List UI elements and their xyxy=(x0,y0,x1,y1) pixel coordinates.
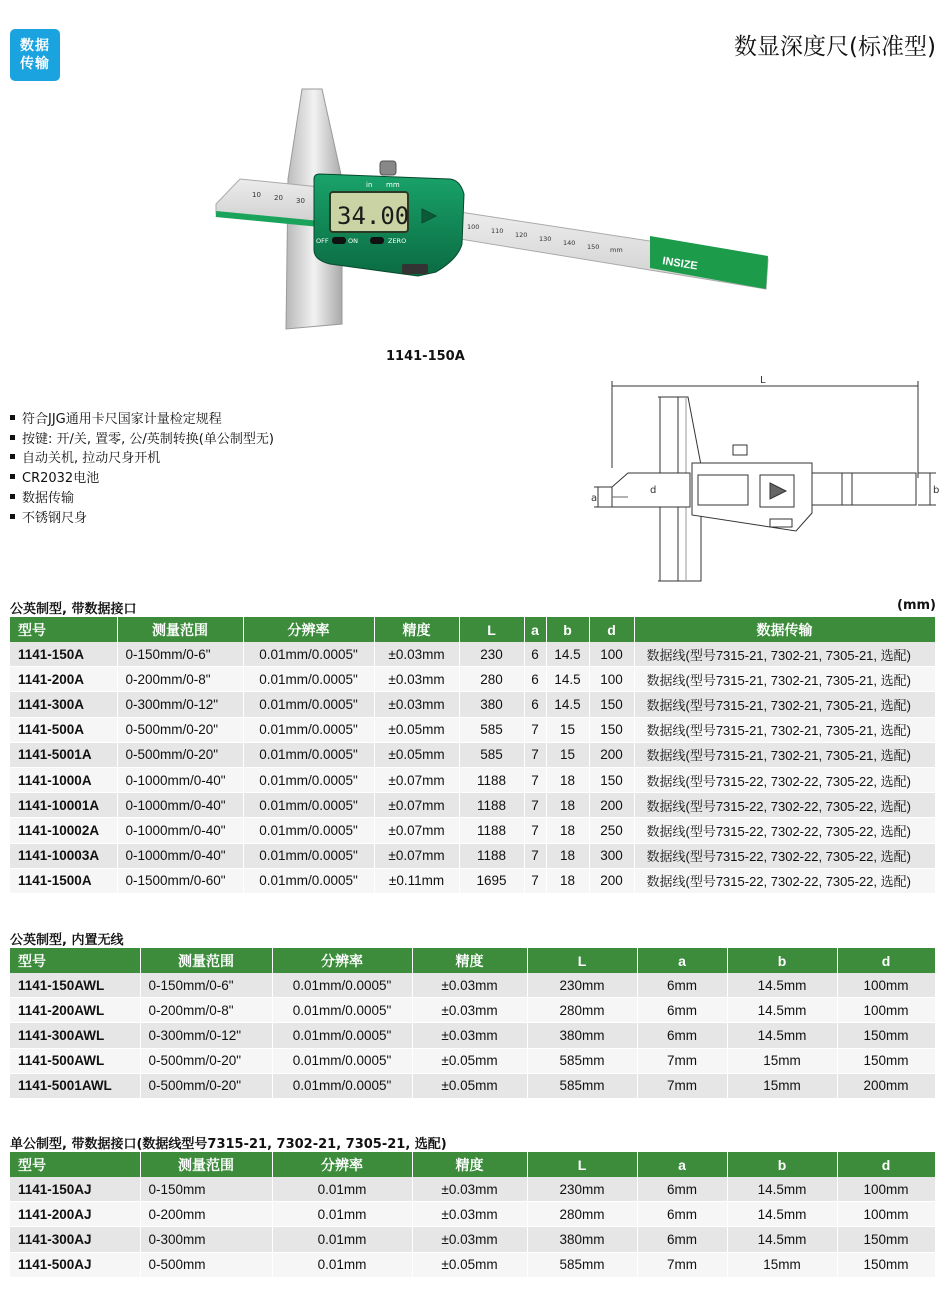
table-cell: 585mm xyxy=(527,1048,637,1073)
model-cell: 1141-300AWL xyxy=(10,1023,140,1048)
table-cell: 0-500mm/0-20" xyxy=(140,1048,272,1073)
table-row xyxy=(10,692,935,717)
table-cell: 200 xyxy=(589,868,634,893)
column-header: 型号 xyxy=(10,617,117,642)
table-cell: 0-150mm/0-6" xyxy=(117,642,243,667)
table1-title: 公英制型, 带数据接口 xyxy=(10,602,137,617)
table-cell: 14.5mm xyxy=(727,1202,837,1227)
table-cell: 0-500mm/0-20" xyxy=(140,1073,272,1098)
feature-item xyxy=(10,469,274,489)
table-cell: 0-200mm/0-8" xyxy=(140,998,272,1023)
feature-item xyxy=(10,410,274,430)
table-row xyxy=(10,1073,935,1098)
column-header: 型号 xyxy=(10,948,140,973)
spec-table-3 xyxy=(10,1152,936,1278)
table-cell: 数据线(型号7315-21, 7302-21, 7305-21, 选配) xyxy=(634,742,935,767)
table-cell: 0-500mm/0-20" xyxy=(117,742,243,767)
table-cell: 230 xyxy=(459,642,524,667)
column-header: d xyxy=(837,948,935,973)
table3-title: 单公制型, 带数据接口(数据线型号7315-21, 7302-21, 7305-21, 选配) xyxy=(10,1137,447,1152)
table-cell: 0.01mm/0.0005" xyxy=(243,642,374,667)
table-cell: 15 xyxy=(546,717,589,742)
column-header: 精度 xyxy=(374,617,459,642)
table-cell: 数据线(型号7315-21, 7302-21, 7305-21, 选配) xyxy=(634,692,935,717)
table-cell: 0-300mm/0-12" xyxy=(140,1023,272,1048)
scale-right-4: 130 xyxy=(539,235,552,243)
table-cell: 280mm xyxy=(527,1202,637,1227)
scale-right-5: 140 xyxy=(563,239,576,247)
feature-item xyxy=(10,489,274,509)
table-cell: 200 xyxy=(589,742,634,767)
model-cell: 1141-1000A xyxy=(10,767,117,792)
table-cell: ±0.03mm xyxy=(412,1023,527,1048)
table-row xyxy=(10,767,935,792)
table-cell: 280mm xyxy=(527,998,637,1023)
dimension-drawing xyxy=(590,373,940,588)
table-cell: 15 xyxy=(546,742,589,767)
model-cell: 1141-150AJ xyxy=(10,1177,140,1202)
feature-text: 不锈钢尺身 xyxy=(22,510,88,526)
table-cell: 14.5 xyxy=(546,642,589,667)
table-cell: 0.01mm/0.0005" xyxy=(272,1048,412,1073)
table-cell: 数据线(型号7315-22, 7302-22, 7305-22, 选配) xyxy=(634,767,935,792)
table-cell: 0-500mm/0-20" xyxy=(117,717,243,742)
table-cell: 0.01mm xyxy=(272,1227,412,1252)
table-row xyxy=(10,998,935,1023)
table-cell: 15mm xyxy=(727,1073,837,1098)
feature-text: 自动关机, 拉动尺身开机 xyxy=(22,451,161,467)
table-cell: 200mm xyxy=(837,1073,935,1098)
table-cell: 585mm xyxy=(527,1073,637,1098)
table-row xyxy=(10,1252,935,1277)
table-cell: 150 xyxy=(589,767,634,792)
table-cell: ±0.05mm xyxy=(374,742,459,767)
table-cell: 18 xyxy=(546,868,589,893)
column-header: 分辨率 xyxy=(243,617,374,642)
badge-line-1: 数据 xyxy=(20,38,50,54)
model-cell: 1141-150A xyxy=(10,642,117,667)
table-row xyxy=(10,1048,935,1073)
table-cell: 18 xyxy=(546,793,589,818)
table-cell: 0.01mm xyxy=(272,1177,412,1202)
scale-right-unit: mm xyxy=(610,246,623,254)
table-cell: 0.01mm xyxy=(272,1202,412,1227)
dim-d-label: d xyxy=(650,485,657,496)
product-photo xyxy=(210,84,776,334)
table-cell: 380mm xyxy=(527,1227,637,1252)
table-cell: 1695 xyxy=(459,868,524,893)
table-cell: 14.5mm xyxy=(727,1023,837,1048)
table-row xyxy=(10,843,935,868)
table-cell: 7mm xyxy=(637,1252,727,1277)
feature-text: CR2032电池 xyxy=(22,471,100,487)
table-cell: 230mm xyxy=(527,973,637,998)
column-header: d xyxy=(589,617,634,642)
table-cell: 230mm xyxy=(527,1177,637,1202)
table-cell: 7mm xyxy=(637,1073,727,1098)
table-cell: 100mm xyxy=(837,1177,935,1202)
table-cell: 100mm xyxy=(837,973,935,998)
table-row xyxy=(10,1023,935,1048)
table-cell: 1188 xyxy=(459,793,524,818)
table-cell: 150mm xyxy=(837,1048,935,1073)
table-cell: 100mm xyxy=(837,998,935,1023)
feature-item xyxy=(10,449,274,469)
table-cell: 15mm xyxy=(727,1252,837,1277)
table-row xyxy=(10,642,935,667)
table-cell: 0.01mm/0.0005" xyxy=(243,818,374,843)
feature-text: 符合JJG通用卡尺国家计量检定规程 xyxy=(22,412,222,427)
table-cell: 0.01mm/0.0005" xyxy=(272,1073,412,1098)
table-cell: 300 xyxy=(589,843,634,868)
table-cell: 150mm xyxy=(837,1227,935,1252)
model-cell: 1141-5001AWL xyxy=(10,1073,140,1098)
table-cell: 0-200mm xyxy=(140,1202,272,1227)
scale-right-6: 150 xyxy=(587,243,600,251)
column-header: 分辨率 xyxy=(272,948,412,973)
data-transfer-badge xyxy=(10,29,60,81)
dim-b-label: b xyxy=(933,485,940,496)
table-cell: 14.5 xyxy=(546,692,589,717)
table-cell: 0-150mm xyxy=(140,1177,272,1202)
table-cell: ±0.05mm xyxy=(412,1252,527,1277)
table-cell: 0-300mm/0-12" xyxy=(117,692,243,717)
table-cell: 6mm xyxy=(637,973,727,998)
table-cell: 0-1000mm/0-40" xyxy=(117,793,243,818)
table-cell: ±0.03mm xyxy=(412,1177,527,1202)
model-cell: 1141-5001A xyxy=(10,742,117,767)
on-label: ON xyxy=(348,237,358,245)
table-cell: 18 xyxy=(546,767,589,792)
table-cell: ±0.03mm xyxy=(412,1202,527,1227)
table-cell: 100mm xyxy=(837,1202,935,1227)
table-cell: 0.01mm/0.0005" xyxy=(243,843,374,868)
column-header: L xyxy=(527,948,637,973)
column-header: 分辨率 xyxy=(272,1152,412,1177)
table-cell: 0-200mm/0-8" xyxy=(117,667,243,692)
feature-item xyxy=(10,509,274,529)
table-cell: 数据线(型号7315-22, 7302-22, 7305-22, 选配) xyxy=(634,818,935,843)
table-cell: 6mm xyxy=(637,998,727,1023)
table-cell: ±0.05mm xyxy=(412,1073,527,1098)
table-cell: ±0.03mm xyxy=(412,998,527,1023)
table-cell: ±0.03mm xyxy=(374,642,459,667)
table-cell: 1188 xyxy=(459,818,524,843)
spec-table-2 xyxy=(10,948,936,1099)
table-cell: ±0.07mm xyxy=(374,818,459,843)
table-cell: 18 xyxy=(546,818,589,843)
model-cell: 1141-10002A xyxy=(10,818,117,843)
model-cell: 1141-1500A xyxy=(10,868,117,893)
table-cell: 6 xyxy=(524,667,546,692)
table-cell: 0-1000mm/0-40" xyxy=(117,767,243,792)
table-cell: 数据线(型号7315-22, 7302-22, 7305-22, 选配) xyxy=(634,868,935,893)
column-header: b xyxy=(727,1152,837,1177)
table-cell: 15mm xyxy=(727,1048,837,1073)
table-row xyxy=(10,1227,935,1252)
table-cell: 0.01mm/0.0005" xyxy=(243,868,374,893)
scale-left-2: 20 xyxy=(274,194,283,202)
page-title: 数显深度尺(标准型) xyxy=(734,34,936,60)
table-cell: ±0.11mm xyxy=(374,868,459,893)
model-cell: 1141-10003A xyxy=(10,843,117,868)
table-cell: 100 xyxy=(589,667,634,692)
column-header: 测量范围 xyxy=(140,1152,272,1177)
table-cell: 250 xyxy=(589,818,634,843)
column-header: L xyxy=(527,1152,637,1177)
table-cell: 0.01mm/0.0005" xyxy=(243,767,374,792)
table-cell: 7 xyxy=(524,742,546,767)
table-cell: 0.01mm/0.0005" xyxy=(243,667,374,692)
table-cell: 585 xyxy=(459,717,524,742)
table-cell: 18 xyxy=(546,843,589,868)
table-cell: 0.01mm/0.0005" xyxy=(272,998,412,1023)
table-cell: 6mm xyxy=(637,1202,727,1227)
zero-button[interactable] xyxy=(370,237,384,244)
table-cell: 14.5mm xyxy=(727,1227,837,1252)
table-cell: ±0.03mm xyxy=(374,692,459,717)
table-cell: 数据线(型号7315-21, 7302-21, 7305-21, 选配) xyxy=(634,667,935,692)
table-cell: ±0.03mm xyxy=(374,667,459,692)
table-cell: 280 xyxy=(459,667,524,692)
table-cell: ±0.03mm xyxy=(412,973,527,998)
table-cell: ±0.05mm xyxy=(374,717,459,742)
column-header: a xyxy=(637,1152,727,1177)
column-header: 精度 xyxy=(412,1152,527,1177)
table-cell: 0-1000mm/0-40" xyxy=(117,818,243,843)
unit-label: (mm) xyxy=(897,598,936,613)
table-cell: ±0.07mm xyxy=(374,767,459,792)
table-cell: 7 xyxy=(524,793,546,818)
table-cell: 6 xyxy=(524,692,546,717)
table-cell: 0.01mm/0.0005" xyxy=(243,793,374,818)
feature-list xyxy=(10,410,274,528)
table-cell: 14.5mm xyxy=(727,973,837,998)
model-cell: 1141-300AJ xyxy=(10,1227,140,1252)
scale-right-3: 120 xyxy=(515,231,528,239)
dim-L-label: L xyxy=(760,375,766,386)
table-cell: 6mm xyxy=(637,1023,727,1048)
table-cell: 数据线(型号7315-22, 7302-22, 7305-22, 选配) xyxy=(634,843,935,868)
scale-left-3: 30 xyxy=(296,197,305,205)
table-cell: 200 xyxy=(589,793,634,818)
table-row xyxy=(10,973,935,998)
table-cell: 1188 xyxy=(459,843,524,868)
table-cell: ±0.07mm xyxy=(374,793,459,818)
model-cell: 1141-200AJ xyxy=(10,1202,140,1227)
table-cell: 数据线(型号7315-22, 7302-22, 7305-22, 选配) xyxy=(634,793,935,818)
table-cell: ±0.07mm xyxy=(374,843,459,868)
scale-right-2: 110 xyxy=(491,227,504,235)
column-header: a xyxy=(637,948,727,973)
table-cell: 585mm xyxy=(527,1252,637,1277)
table-cell: ±0.03mm xyxy=(412,1227,527,1252)
dim-a-label: a xyxy=(591,493,598,504)
table-cell: 14.5mm xyxy=(727,998,837,1023)
column-header: d xyxy=(837,1152,935,1177)
table-cell: 7 xyxy=(524,818,546,843)
column-header: 精度 xyxy=(412,948,527,973)
scale-left-1: 10 xyxy=(252,191,261,199)
zero-label: ZERO xyxy=(388,237,407,245)
table-cell: 7 xyxy=(524,717,546,742)
table-row xyxy=(10,868,935,893)
table-cell: 100 xyxy=(589,642,634,667)
model-cell: 1141-200AWL xyxy=(10,998,140,1023)
table-cell: 6mm xyxy=(637,1227,727,1252)
table-cell: 0.01mm xyxy=(272,1252,412,1277)
column-header: 测量范围 xyxy=(117,617,243,642)
spec-table-1 xyxy=(10,617,936,894)
table-cell: 150 xyxy=(589,692,634,717)
table-row xyxy=(10,793,935,818)
badge-line-2: 传输 xyxy=(20,56,50,72)
model-cell: 1141-150AWL xyxy=(10,973,140,998)
table-cell: 0-300mm xyxy=(140,1227,272,1252)
table-cell: 0.01mm/0.0005" xyxy=(243,692,374,717)
table-cell: ±0.05mm xyxy=(412,1048,527,1073)
table-cell: 数据线(型号7315-21, 7302-21, 7305-21, 选配) xyxy=(634,642,935,667)
table-row xyxy=(10,717,935,742)
table-cell: 数据线(型号7315-21, 7302-21, 7305-21, 选配) xyxy=(634,717,935,742)
table-row xyxy=(10,1177,935,1202)
table-cell: 380mm xyxy=(527,1023,637,1048)
brand-logo: INSIZE xyxy=(661,255,699,273)
off-label: OFF xyxy=(316,237,329,245)
scale-right-1: 100 xyxy=(467,223,480,231)
table-cell: 380 xyxy=(459,692,524,717)
table-cell: 0-1000mm/0-40" xyxy=(117,843,243,868)
unit-in-label: in xyxy=(366,181,373,189)
table-cell: 0.01mm/0.0005" xyxy=(243,717,374,742)
column-header: b xyxy=(727,948,837,973)
table-cell: 7 xyxy=(524,843,546,868)
table-cell: 14.5 xyxy=(546,667,589,692)
table-row xyxy=(10,1202,935,1227)
table-cell: 0.01mm/0.0005" xyxy=(272,973,412,998)
table-row xyxy=(10,667,935,692)
lcd-reading: 34.00 xyxy=(337,202,410,230)
model-cell: 1141-10001A xyxy=(10,793,117,818)
table-cell: 150 xyxy=(589,717,634,742)
feature-item xyxy=(10,430,274,450)
table-cell: 7mm xyxy=(637,1048,727,1073)
table-cell: 0-500mm xyxy=(140,1252,272,1277)
model-cell: 1141-300A xyxy=(10,692,117,717)
table-row xyxy=(10,818,935,843)
model-cell: 1141-200A xyxy=(10,667,117,692)
table-cell: 0-150mm/0-6" xyxy=(140,973,272,998)
table-cell: 150mm xyxy=(837,1023,935,1048)
model-cell: 1141-500A xyxy=(10,717,117,742)
column-header: a xyxy=(524,617,546,642)
table-cell: 0.01mm/0.0005" xyxy=(243,742,374,767)
table-row xyxy=(10,742,935,767)
table-cell: 6 xyxy=(524,642,546,667)
table-cell: 7 xyxy=(524,767,546,792)
table-cell: 0-1500mm/0-60" xyxy=(117,868,243,893)
column-header: L xyxy=(459,617,524,642)
column-header: 型号 xyxy=(10,1152,140,1177)
table2-title: 公英制型, 内置无线 xyxy=(10,933,124,948)
table-cell: 0.01mm/0.0005" xyxy=(272,1023,412,1048)
table-cell: 14.5mm xyxy=(727,1177,837,1202)
product-caption: 1141-150A xyxy=(386,349,465,364)
model-cell: 1141-500AWL xyxy=(10,1048,140,1073)
model-cell: 1141-500AJ xyxy=(10,1252,140,1277)
column-header: b xyxy=(546,617,589,642)
on-off-button[interactable] xyxy=(332,237,346,244)
column-header: 测量范围 xyxy=(140,948,272,973)
feature-text: 数据传输 xyxy=(22,490,75,506)
table-cell: 150mm xyxy=(837,1252,935,1277)
table-cell: 1188 xyxy=(459,767,524,792)
feature-text: 按键: 开/关, 置零, 公/英制转换(单公制型无) xyxy=(22,431,274,447)
table-cell: 7 xyxy=(524,868,546,893)
column-header: 数据传输 xyxy=(634,617,935,642)
unit-mm-label: mm xyxy=(386,181,400,189)
table-cell: 6mm xyxy=(637,1177,727,1202)
table-cell: 585 xyxy=(459,742,524,767)
